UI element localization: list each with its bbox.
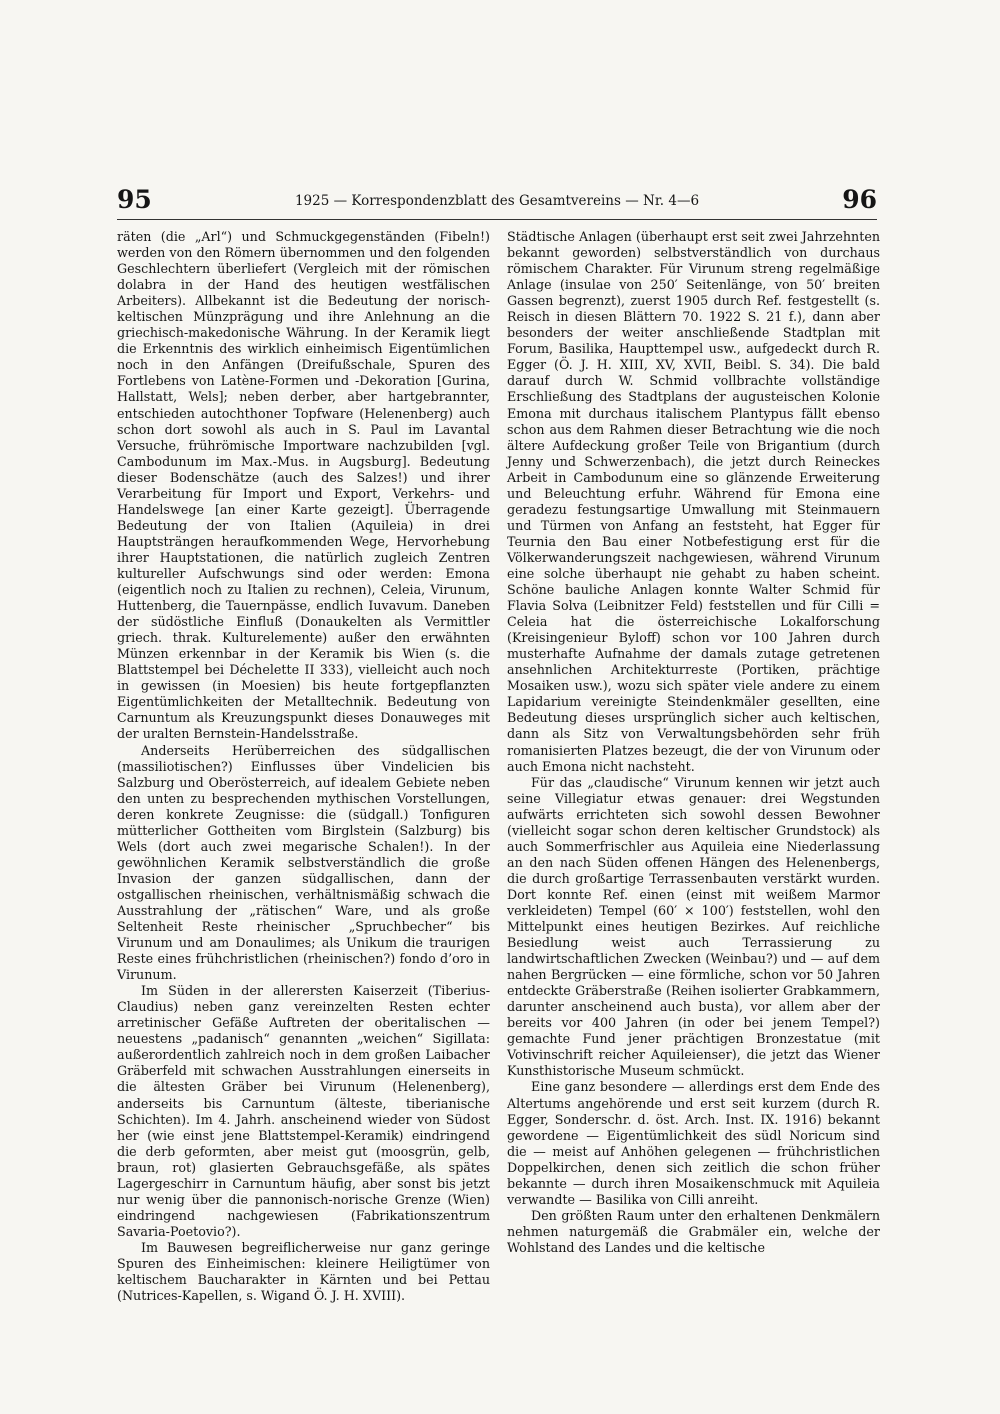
right-column: [507, 229, 880, 1255]
page-header: [117, 186, 877, 218]
paragraph: Anderseits Herüberreichen des südgallischen (massiliotischen?) Einflusses über Vindelicien bis Salzburg und Oberösterreich, auf idealem Gebiete neben den unten zu besprechenden mythischen Vorstellungen, deren konkrete Zeugnisse: die (südgall.) Tonfiguren mütterlicher Gottheiten vom Birglstein (Salzburg) bis Wels (dort auch zwei megarische Schalen!). In der gewöhnlichen Keramik selbstverständlich die große Invasion der ganzen südgallischen, dann der ostgallischen rheinischen, verhältnismäßig schwach die Ausstrahlung der „rätischen“ Ware, und als große Seltenheit Reste rheinischer „Spruchbecher“ bis Virunum und am Donaulimes; als Unikum die traurigen Reste eines frühchristlichen (rheinischen?) fondo d’oro in Virunum.: [117, 742, 490, 983]
page-number-right: 96: [842, 185, 877, 214]
paragraph: Für das „claudische“ Virunum kennen wir jetzt auch seine Villegiatur etwas genauer: drei Wegstunden aufwärts errichteten sich sowohl dessen Bewohner (vielleicht sogar schon deren keltischer Grundstock) als auch Sommerfrischler aus Aquileia eine Niederlassung an den nach Süden offenen Hängen des Helenenbergs, die durch großartige Terrassenbauten verstärkt wurden. Dort konnte Ref. einen (einst mit weißem Marmor verkleideten) Tempel (60′ × 100′) feststellen, wohl den Mittelpunkt eines heutigen Bezirkes. Auf reichliche Besiedlung weist auch Terrassierung zu landwirtschaftlichen Zwecken (Weinbau?) und — auf dem nahen Bergrücken — eine förmliche, schon vor 50 Jahren entdeckte Gräberstraße (Reihen isolierter Grabkammern, darunter anscheinend auch busta), vor allem aber der bereits vor 400 Jahren (in oder bei jenem Tempel?) gemachte Fund jener prächtigen Bronzestatue (mit Votivinschrift reicher Aquileienser), die jetzt das Wiener Kunsthistorische Museum schmückt.: [507, 774, 880, 1079]
running-title: 1925 — Korrespondenzblatt des Gesamtvereins — Nr. 4—6: [294, 193, 700, 209]
paragraph: Eine ganz besondere — allerdings erst dem Ende des Altertums angehörende und erst seit kurzem (durch R. Egger, Sonderschr. d. öst. Arch. Inst. IX. 1916) bekannt gewordene — Eigentümlichkeit des südl Noricum sind die — meist auf Anhöhen gelegenen — frühchristlichen Doppelkirchen, denen sich zeitlich die schon früher bekannte — durch ihren Mosaikenschmuck mit Aquileia verwandte — Basilika von Cilli anreiht.: [507, 1079, 880, 1207]
header-rule: [117, 219, 877, 220]
page-number-left: 95: [117, 185, 152, 214]
paragraph: räten (die „Arl“) und Schmuckgegenständen (Fibeln!) werden von den Römern übernommen und den folgenden Geschlechtern überliefert (Vergleich mit der römischen dolabra in der Hand des heutigen westfälischen Arbeiters). Allbekannt ist die Bedeutung der norisch-keltischen Münzprägung und ihre Anlehnung an die griechisch-makedonische Währung. In der Keramik liegt die Erkenntnis des wirklich einheimisch Eigentümlichen noch in den Anfängen (Dreifußschale, Spuren des Fortlebens von Latène-Formen und -Dekoration [Gurina, Hallstatt, Wels]; neben derber, aber hartgebrannter, entschieden autochthoner Topfware (Helenenberg) auch schon dort sowohl als auch in S. Paul im Lavantal Versuche, frührömische Importware nachzubilden [vgl. Cambodunum im Max.-Mus. in Augsburg]. Bedeutung dieser Bodenschätze (auch des Salzes!) und ihrer Verarbeitung für Import und Export, Verkehrs- und Handelswege [an einer Karte gezeigt]. Überragende Bedeutung der von Italien (Aquileia) in drei Hauptsträngen heraufkommenden Wege, Hervorhebung ihrer Hauptstationen, die natürlich zugleich Zentren kultureller Aufschwungs sind oder werden: Emona (eigentlich noch zu Italien zu rechnen), Celeia, Virunum, Huttenberg, die Tauernpässe, endlich Iuvavum. Daneben der südöstliche Einfluß (Donaukelten als Vermittler griech. thrak. Kulturelemente) außer den erwähnten Münzen erkennbar in der Keramik bis Wien (s. die Blattstempel bei Déchelette II 333), vielleicht auch noch in gewissen (in Moesien) bis heute fortgepflanzten Eigentümlichkeiten der Metalltechnik. Bedeutung von Carnuntum als Kreuzungspunkt dieses Donauweges mit der uralten Bernstein-Handelsstraße.: [117, 229, 490, 742]
paragraph: Städtische Anlagen (überhaupt erst seit zwei Jahrzehnten bekannt geworden) selbstverständlich von durchaus römischem Charakter. Für Virunum streng regelmäßige Anlage (insulae von 250′ Seitenlänge, von 50′ breiten Gassen begrenzt), zuerst 1905 durch Ref. festgestellt (s. Reisch in diesen Blättern 70. 1922 S. 21 f.), dann aber besonders der weiter anschließende Stadtplan mit Forum, Basilika, Haupttempel usw., aufgedeckt durch R. Egger (Ö. J. H. XIII, XV, XVII, Beibl. S. 34). Die bald darauf durch W. Schmid vollbrachte vollständige Erschließung des Stadtplans der augusteischen Kolonie Emona mit durchaus italischem Plantypus fällt ebenso schon aus dem Rahmen dieser Betrachtung wie die noch ältere Aufdeckung großer Teile von Brigantium (durch Jenny und Schwerzenbach), die jetzt durch Reineckes Arbeit in Cambodunum eine so glänzende Erweiterung und Beleuchtung erfuhr. Während für Emona eine geradezu festungsartige Umwallung mit Steinmauern und Türmen von Anfang an feststeht, hat Egger für Teurnia den Bau einer Notbefestigung erst für die Völkerwanderungszeit nachgewiesen, während Virunum eine solche überhaupt nie gehabt zu haben scheint. Schöne bauliche Anlagen konnte Walter Schmid für Flavia Solva (Leibnitzer Feld) feststellen und für Cilli = Celeia hat die österreichische Lokalforschung (Kreisingenieur Byloff) schon vor 100 Jahren durch musterhafte Aufnahme der damals zutage getretenen ansehnlichen Architekturreste (Portiken, prächtige Mosaiken usw.), wozu sich später viele andere zu einem Lapidarium vereinigte Steindenkmäler gesellten, eine Bedeutung dieses ursprünglich sicher auch keltischen, dann als Sitz von Verwaltungsbehörden sehr früh romanisierten Platzes bezeugt, die der von Virunum oder auch Emona nicht nachsteht.: [507, 229, 880, 774]
left-column: [117, 229, 490, 1304]
paragraph: Im Süden in der allerersten Kaiserzeit (Tiberius-Claudius) neben ganz vereinzelten Resten echter arretinischer Gefäße Auftreten der oberitalischen — neuestens „padanisch“ genannten „weichen“ Sigillata: außerordentlich zahlreich noch in dem großen Laibacher Gräberfeld mit schwachen Ausstrahlungen einerseits in die ältesten Gräber bei Virunum (Helenenberg), anderseits bis Carnuntum (älteste, tiberianische Schichten). Im 4. Jahrh. anscheinend wieder von Südost her (wie einst jene Blattstempel-Keramik) eindringend die derb geformten, aber meist gut (moosgrün, gelb, braun, rot) glasierten Gebrauchsgefäße, als spätes Lagergeschirr in Carnuntum häufig, aber sonst bis jetzt nur wenig über die pannonisch-norische Grenze (Wien) eindringend nachgewiesen (Fabrikationszentrum Savaria-Poetovio?).: [117, 983, 490, 1239]
paragraph: Den größten Raum unter den erhaltenen Denkmälern nehmen naturgemäß die Grabmäler ein, welche der Wohlstand des Landes und die keltische: [507, 1207, 880, 1255]
paragraph: Im Bauwesen begreiflicherweise nur ganz geringe Spuren des Einheimischen: kleinere Heiligtümer von keltischem Baucharakter in Kärnten und bei Pettau (Nutrices-Kapellen, s. Wigand Ö. J. H. XVIII).: [117, 1239, 490, 1304]
